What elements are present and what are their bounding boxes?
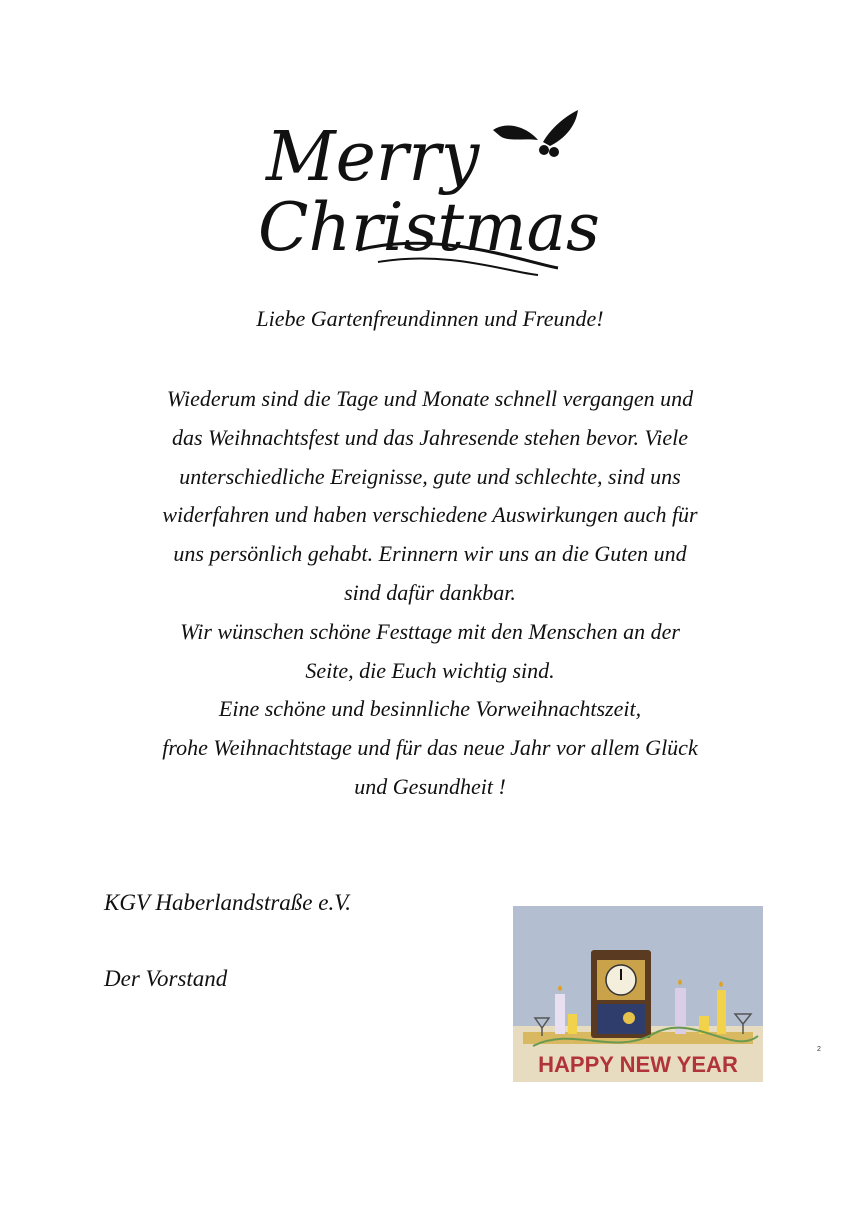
body-line: Wir wünschen schöne Festtage mit den Menschen an der bbox=[180, 618, 680, 644]
body-line: Eine schöne und besinnliche Vorweihnachtszeit, bbox=[218, 696, 642, 722]
body-line: und Gesundheit ! bbox=[354, 773, 506, 799]
holly-icon bbox=[493, 110, 578, 157]
body-line: widerfahren und haben verschiedene Auswirkungen auch für bbox=[162, 502, 698, 528]
body-line: Seite, die Euch wichtig sind. bbox=[305, 657, 555, 683]
body-line: uns persönlich gehabt. Erinnern wir uns an die Guten und bbox=[173, 541, 687, 567]
logo-line-christmas: Christmas bbox=[258, 189, 600, 266]
clock-icon bbox=[591, 950, 651, 1038]
board-signature: Der Vorstand bbox=[104, 966, 228, 991]
happy-new-year-illustration bbox=[513, 906, 763, 1082]
body-line: Wiederum sind die Tage und Monate schnell vergangen und bbox=[166, 386, 694, 411]
merry-christmas-logo bbox=[238, 100, 618, 280]
greeting: Liebe Gartenfreundinnen und Freunde! bbox=[256, 306, 604, 331]
banner-text: HAPPY NEW YEAR bbox=[538, 1052, 738, 1077]
body-line: das Weihnachtsfest und das Jahresende stehen bevor. Viele bbox=[171, 424, 689, 450]
letter-body bbox=[60, 380, 800, 807]
merry-christmas-logo-art bbox=[238, 100, 618, 280]
body-line: frohe Weihnachtstage und für das neue Jahr vor allem Glück bbox=[162, 735, 698, 761]
page-number: 2 bbox=[817, 1046, 821, 1053]
body-line: sind dafür dankbar. bbox=[344, 579, 516, 605]
new-year-card-art bbox=[513, 906, 763, 1082]
logo-line-merry: Merry bbox=[266, 118, 480, 197]
body-line: unterschiedliche Ereignisse, gute und schlechte, sind uns bbox=[179, 463, 681, 489]
organization-name: KGV Haberlandstraße e.V. bbox=[104, 890, 352, 915]
